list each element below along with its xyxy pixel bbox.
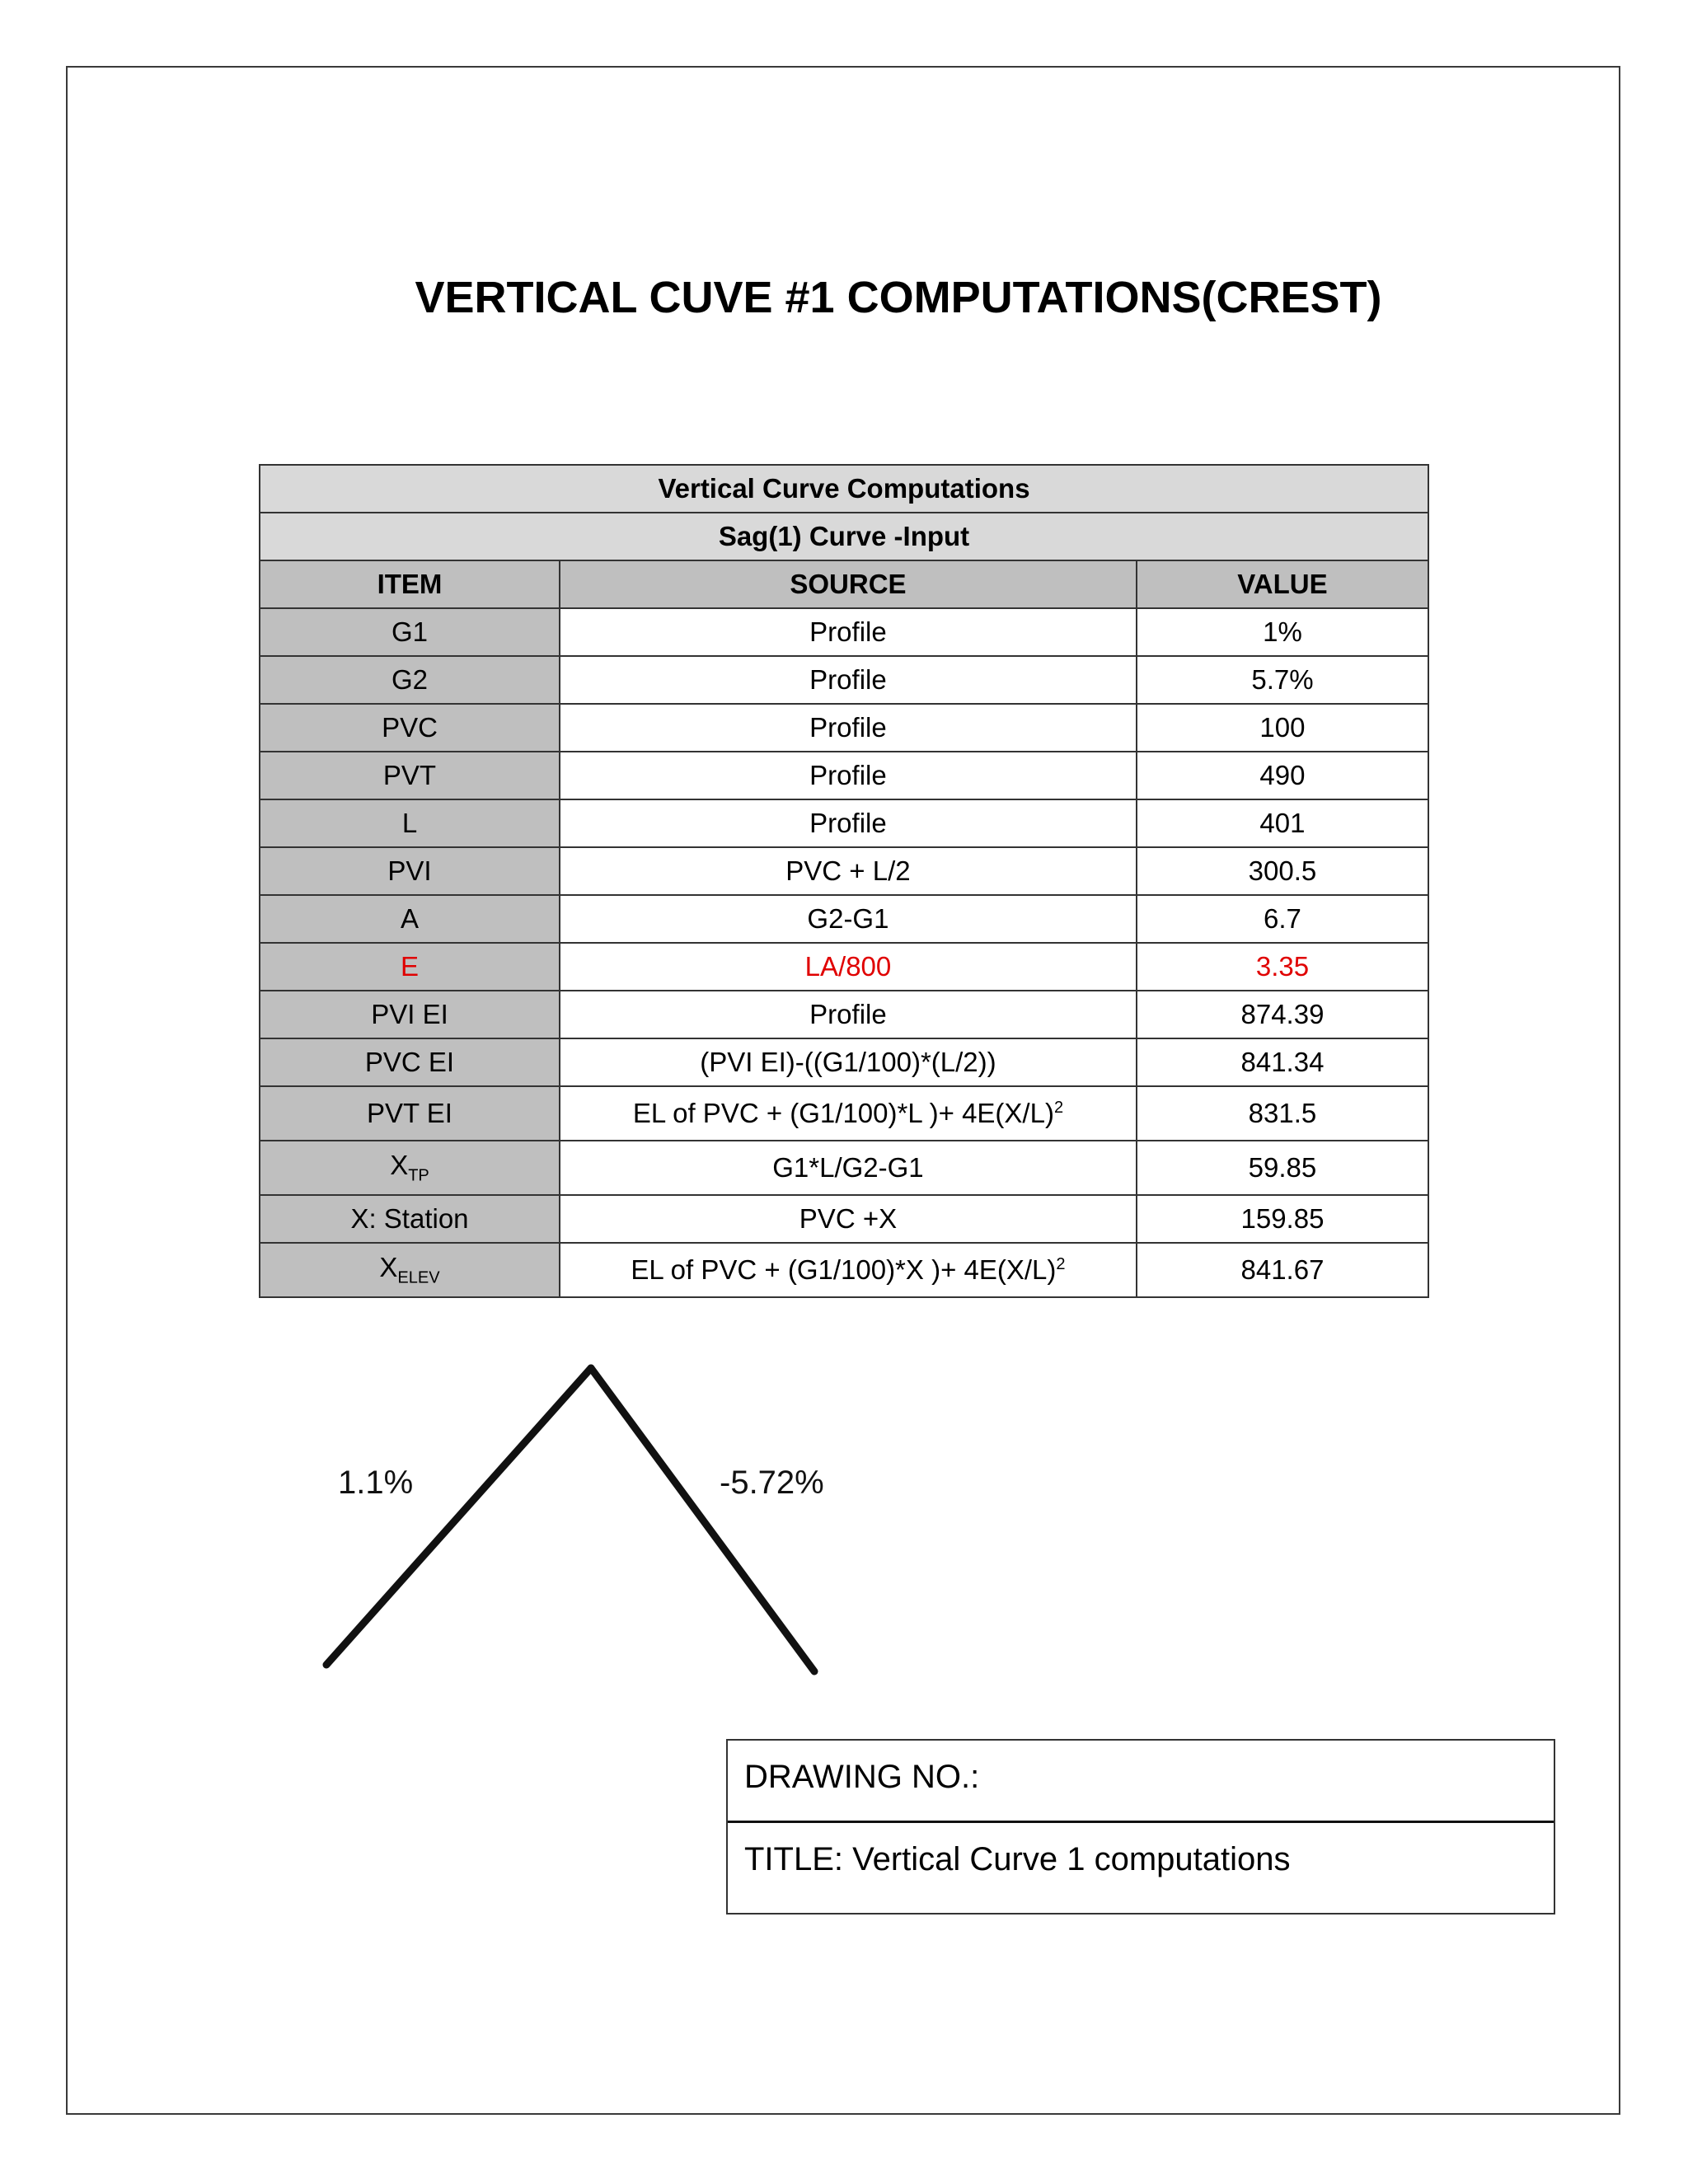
right-grade-label: -5.72% bbox=[720, 1465, 824, 1501]
row-value: 401 bbox=[1137, 799, 1428, 847]
row-source: (PVI EI)-((G1/100)*(L/2)) bbox=[560, 1038, 1137, 1086]
row-item: PVC bbox=[260, 704, 560, 752]
row-value: 6.7 bbox=[1137, 895, 1428, 943]
row-source: PVC + L/2 bbox=[560, 847, 1137, 895]
row-item: PVT EI bbox=[260, 1086, 560, 1141]
row-item: PVT bbox=[260, 752, 560, 799]
row-item: X: Station bbox=[260, 1195, 560, 1243]
row-source: PVC +X bbox=[560, 1195, 1137, 1243]
row-source: G2-G1 bbox=[560, 895, 1137, 943]
row-value: 159.85 bbox=[1137, 1195, 1428, 1243]
row-source: Profile bbox=[560, 991, 1137, 1038]
row-item: PVI bbox=[260, 847, 560, 895]
row-item: PVC EI bbox=[260, 1038, 560, 1086]
row-item: PVI EI bbox=[260, 991, 560, 1038]
row-item-text: X bbox=[390, 1150, 409, 1181]
drawing-title-label: TITLE: Vertical Curve 1 computations bbox=[744, 1841, 1291, 1877]
row-value: 100 bbox=[1137, 704, 1428, 752]
row-source-text: EL of PVC + (G1/100)*X )+ 4E(X/L) bbox=[631, 1254, 1057, 1285]
title-block bbox=[726, 1739, 1555, 1915]
row-source: Profile bbox=[560, 799, 1137, 847]
row-value: 1% bbox=[1137, 608, 1428, 656]
column-header-value: VALUE bbox=[1137, 560, 1428, 608]
exponent: 2 bbox=[1056, 1255, 1066, 1273]
row-value: 874.39 bbox=[1137, 991, 1428, 1038]
exponent: 2 bbox=[1053, 1099, 1064, 1117]
right-grade-line bbox=[591, 1368, 814, 1671]
row-item: E bbox=[260, 943, 560, 991]
row-item: L bbox=[260, 799, 560, 847]
row-value: 841.34 bbox=[1137, 1038, 1428, 1086]
row-source: Profile bbox=[560, 752, 1137, 799]
table-caption: Vertical Curve Computations bbox=[260, 465, 1428, 513]
subscript: ELEV bbox=[397, 1268, 440, 1287]
row-source: Profile bbox=[560, 656, 1137, 704]
document-title: VERTICAL CUVE #1 COMPUTATIONS(CREST) bbox=[415, 273, 1382, 322]
row-value: 831.5 bbox=[1137, 1086, 1428, 1141]
row-value: 3.35 bbox=[1137, 943, 1428, 991]
drawing-number-row bbox=[728, 1741, 1554, 1823]
subscript: TP bbox=[408, 1166, 429, 1185]
row-value: 300.5 bbox=[1137, 847, 1428, 895]
row-item: A bbox=[260, 895, 560, 943]
row-item: G2 bbox=[260, 656, 560, 704]
row-value: 841.67 bbox=[1137, 1243, 1428, 1297]
column-header-item: ITEM bbox=[260, 560, 560, 608]
row-value: 5.7% bbox=[1137, 656, 1428, 704]
row-source: Profile bbox=[560, 704, 1137, 752]
row-source-text: EL of PVC + (G1/100)*L )+ 4E(X/L) bbox=[632, 1098, 1054, 1128]
table-subcaption: Sag(1) Curve -Input bbox=[260, 513, 1428, 560]
left-grade-line bbox=[326, 1368, 591, 1665]
row-value: 490 bbox=[1137, 752, 1428, 799]
row-source: G1*L/G2-G1 bbox=[560, 1141, 1137, 1195]
row-source: LA/800 bbox=[560, 943, 1137, 991]
drawing-number-label: DRAWING NO.: bbox=[744, 1759, 980, 1795]
row-value: 59.85 bbox=[1137, 1141, 1428, 1195]
row-item: G1 bbox=[260, 608, 560, 656]
row-item-text: X bbox=[379, 1252, 398, 1283]
column-header-source: SOURCE bbox=[560, 560, 1137, 608]
row-source: Profile bbox=[560, 608, 1137, 656]
left-grade-label: 1.1% bbox=[338, 1465, 414, 1501]
